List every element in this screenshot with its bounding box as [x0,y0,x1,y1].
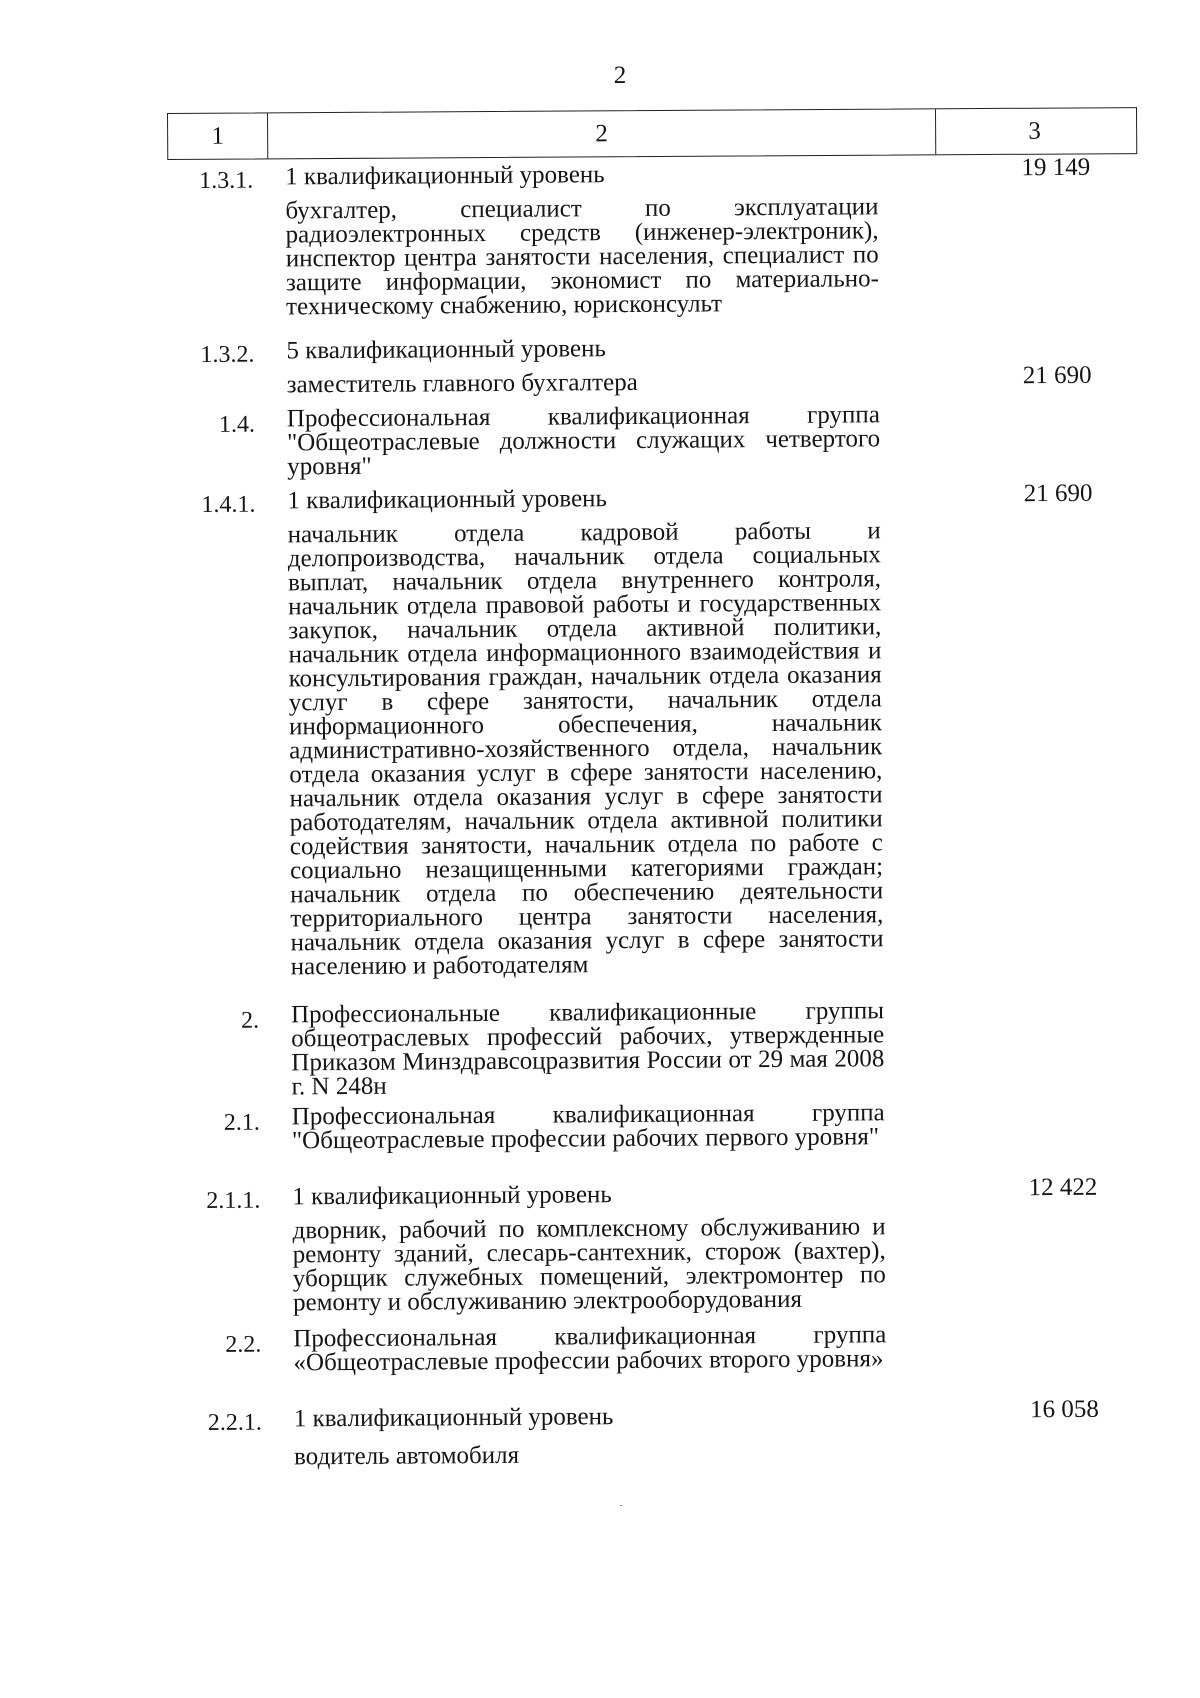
salary-value: 12 422 [1028,1173,1098,1202]
position-list: заместитель главного бухгалтера [286,368,638,399]
header-col-1: 1 [168,113,268,159]
row-number: 1.4. [218,411,256,438]
row-number: 2.1.1. [206,1187,261,1214]
group-title: Профессиональные квалификационные группы общеотраслевых профессий рабочих, утвержденные Приказом Минздравсоцразвития России от 29 мая 2008 г. N 248н [290,997,885,1101]
row-number: 2.1. [223,1109,260,1136]
salary-value: 16 058 [1029,1395,1099,1424]
salary-value: 21 690 [1023,479,1093,508]
qualification-level: 1 квалификационный уровень [292,1181,612,1211]
group-title: Профессиональная квалификационная группа "Общеотраслевые профессии рабочих первого уровня" [291,1099,885,1155]
position-list: дворник, рабочий по комплексному обслуживанию и ремонту зданий, слесарь-сантехник, сторож (вахтер), уборщик служебных помещений, электромонтер по ремонту и обслуживанию электрооборудования [292,1213,886,1317]
row-number: 2. [240,1007,260,1034]
salary-value: 19 149 [1021,153,1091,182]
row-number: 2.2.1. [207,1409,262,1436]
position-list: начальник отдела кадровой работы и делопроизводства, начальник отдела социальных выплат, начальник отдела внутреннего контроля, начальник отдела правовой работы и государственных закупок, начальник отдела активной политики, начальник отдела информационного взаимодействия и консультирования граждан, начальник отдела оказания услуг в сфере занятости, начальник отдела информационного обеспечения, начальник административно-хозяйственного отдела, начальник отдела оказания услуг в сфере занятости населению, начальник отдела оказания услуг в сфере занятости работодателям, начальник отдела активной политики содействия занятости, начальник отдела по работе с социально незащищенными категориями граждан; начальник отдела по обеспечению деятельности территориального центра занятости населения, начальник отдела оказания услуг в сфере занятости населению и работодателям [287,517,884,981]
group-title: Профессиональная квалификационная группа «Общеотраслевые профессии рабочих второго уровня» [293,1321,887,1377]
salary-value: 21 690 [1022,361,1092,390]
row-number: 1.3.1. [199,167,254,195]
qualification-level: 1 квалификационный уровень [285,161,605,191]
page-number: 2 [613,62,627,89]
header-col-3: 3 [1028,117,1041,145]
row-number: 2.2. [225,1331,262,1358]
scan-speck [620,1505,622,1506]
qualification-level: 1 квалификационный уровень [287,485,608,515]
position-list: бухгалтер, специалист по эксплуатации радиоэлектронных средств (инженер-электроник), инспектор центра занятости населения, специалист по защите информации, экономист по материально-техническому снабжению, юрисконсульт [285,193,880,321]
header-col-2: 2 [268,109,936,158]
row-number: 1.4.1. [201,491,256,518]
group-title: Профессиональная квалификационная группа "Общеотраслевые должности служащих четвертого уровня" [286,401,881,481]
position-list: водитель автомобиля [294,1441,520,1471]
row-number: 1.3.2. [200,341,255,369]
qualification-level: 5 квалификационный уровень [286,335,606,365]
qualification-level: 1 квалификационный уровень [293,1403,614,1433]
